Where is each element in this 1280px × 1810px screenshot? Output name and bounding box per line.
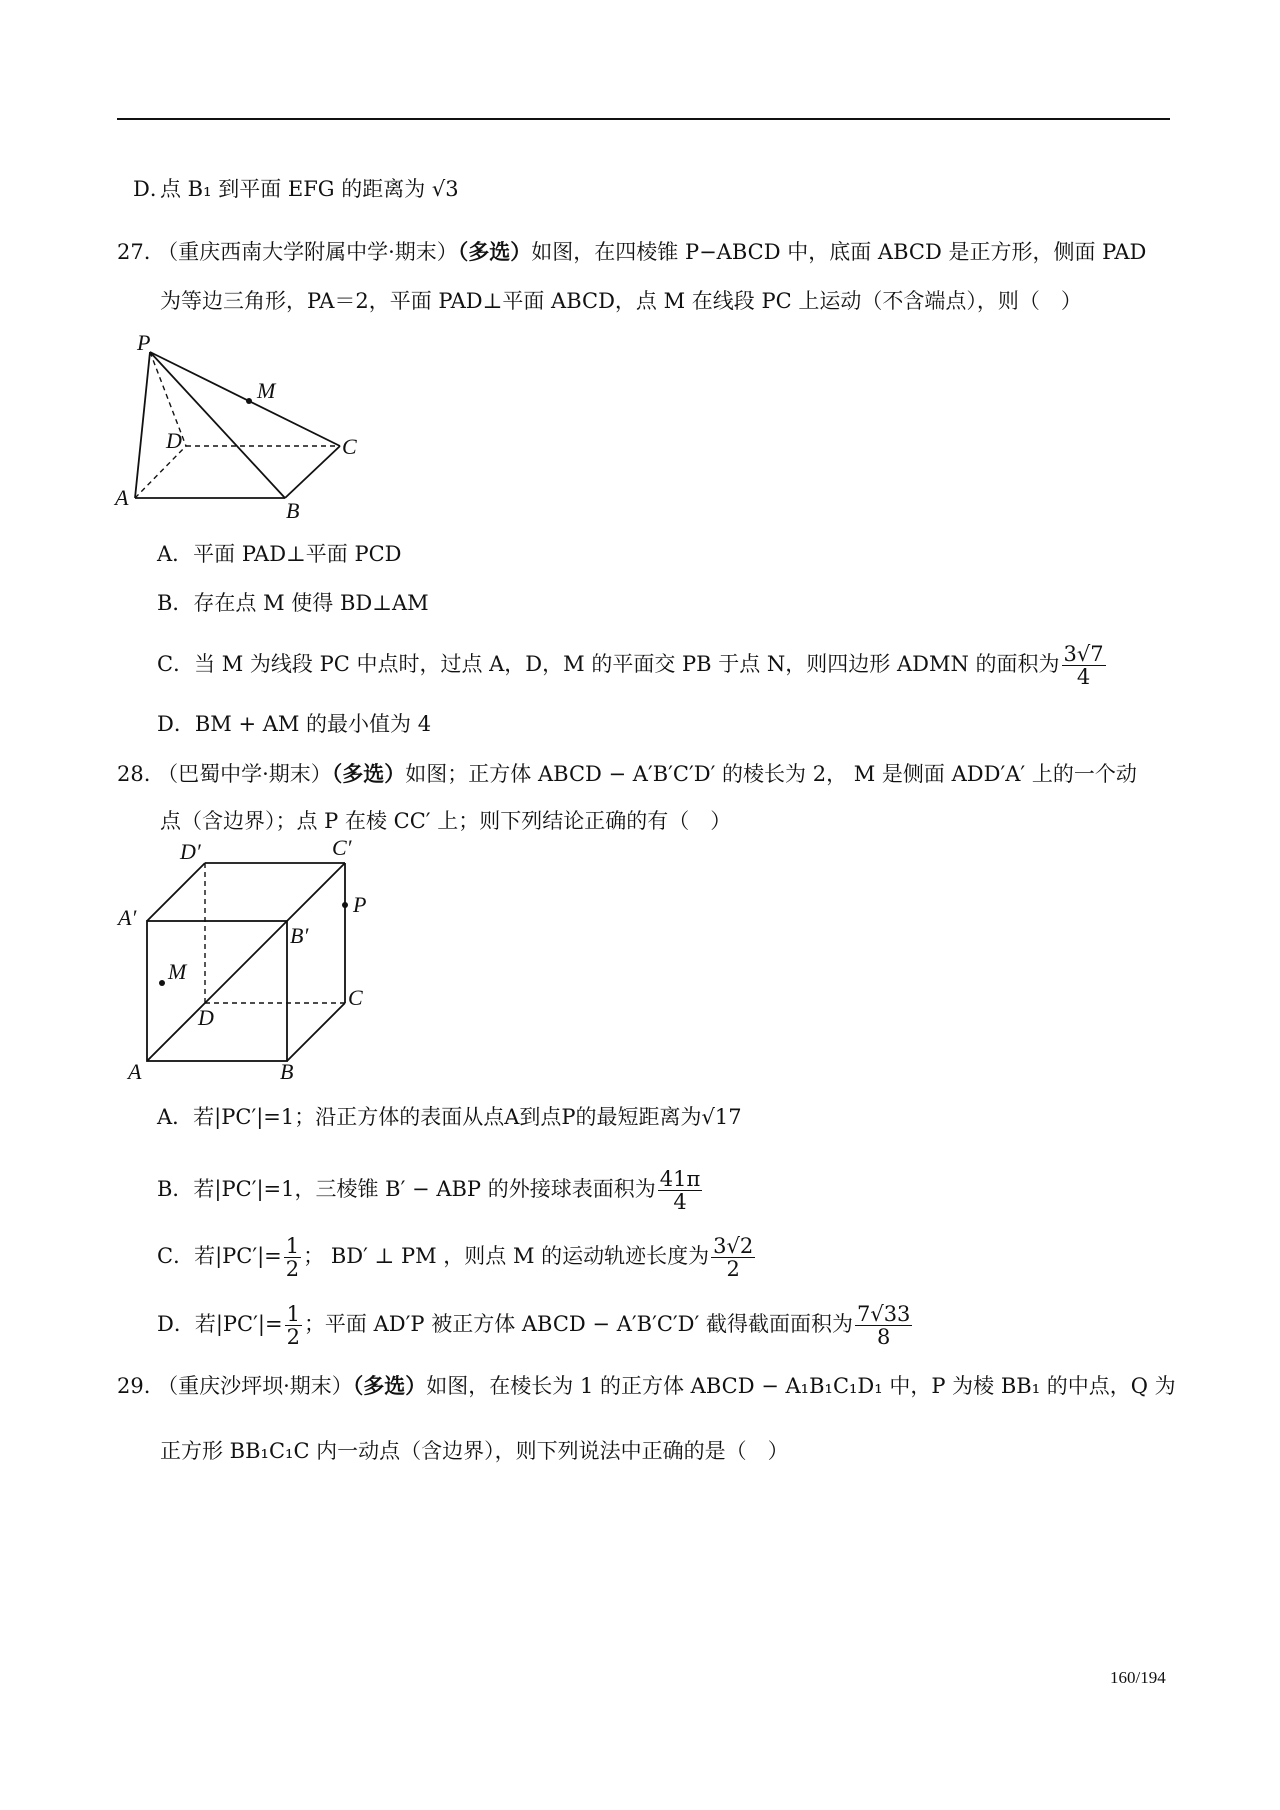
label-a1: A′: [118, 905, 137, 930]
q27-option-d: D．BM + AM 的最小值为 4: [157, 712, 432, 736]
label-m: M: [257, 378, 276, 403]
page-number: 160/194: [1110, 1668, 1166, 1687]
q28-option-c-mid: ； BD′ ⊥ PM ，则点 M 的运动轨迹长度为: [303, 1244, 710, 1268]
q28-option-d-mid: ；平面 AD′P 被正方体 ABCD − A′B′C′D′ 截得截面面积为: [303, 1312, 853, 1336]
q27-option-b: B．存在点 M 使得 BD⊥AM: [157, 591, 429, 615]
q28-number: 28.: [117, 762, 151, 786]
label-b: B: [286, 498, 300, 523]
q27-stem-1: 如图，在四棱锥 P−ABCD 中，底面 ABCD 是正方形，侧面 PAD: [531, 240, 1147, 264]
header-rule: [117, 118, 1170, 120]
q28-option-d: [157, 1303, 914, 1348]
denominator: 8: [877, 1325, 891, 1349]
label-d: D: [198, 1005, 214, 1030]
numerator: 3√2: [713, 1234, 754, 1258]
label-a: A: [128, 1059, 142, 1084]
q27-option-a: A．平面 PAD⊥平面 PCD: [157, 542, 402, 566]
denominator: 4: [673, 1190, 687, 1214]
label-p: P: [353, 892, 367, 917]
label-b1: B′: [290, 923, 309, 948]
q29-source: （重庆沙坪坝·期末）: [157, 1374, 353, 1398]
q28-option-d-pre: D．若|PC′|=: [157, 1312, 283, 1336]
q28-option-d-fraction: [855, 1303, 912, 1348]
q28-option-b-text: B．若|PC′|=1，三棱锥 B′ − ABP 的外接球表面积为: [157, 1177, 656, 1201]
denominator: 2: [286, 1325, 300, 1349]
edge-bc: [285, 446, 340, 498]
q27-source: （重庆西南大学附属中学·期末）: [157, 240, 458, 264]
q28-option-c-pre: C．若|PC′|=: [157, 1244, 282, 1268]
q26-option-d-label: D．: [133, 177, 171, 201]
label-c: C: [342, 434, 357, 459]
q28-option-a: A．若|PC′|=1；沿正方体的表面从点A到点P的最短距离为√17: [157, 1105, 742, 1129]
edge-ad: [135, 446, 186, 498]
q28-option-b-fraction: [658, 1168, 703, 1213]
q29-stem-line2: 正方形 BB₁C₁C 内一动点（含边界），则下列说法中正确的是（ ）: [160, 1439, 789, 1463]
q27-number: 27.: [117, 240, 151, 264]
edge-b1c1: [287, 863, 345, 921]
denominator: 4: [1076, 665, 1091, 689]
q29-number: 29.: [117, 1374, 151, 1398]
label-d1: D′: [180, 839, 201, 864]
label-c1: C′: [332, 835, 352, 860]
q27-tag: （多选）: [457, 239, 532, 264]
label-b: B: [280, 1059, 294, 1084]
q29-stem-line1: [117, 1371, 1176, 1401]
q28-stem-1: 如图；正方体 ABCD − A′B′C′D′ 的棱长为 2， M 是侧面 ADD′A′ 上的一个动: [405, 762, 1137, 786]
q28-stem-line2: 点（含边界）；点 P 在棱 CC′ 上；则下列结论正确的有（ ）: [160, 809, 732, 833]
label-a: A: [115, 485, 129, 510]
q28-option-b: [157, 1168, 704, 1213]
label-m: M: [168, 959, 187, 984]
edge-bc: [287, 1003, 345, 1061]
q28-cube-figure: [110, 835, 390, 1085]
q28-tag: （多选）: [331, 761, 406, 786]
q27-option-c-text: C．当 M 为线段 PC 中点时，过点 A，D，M 的平面交 PB 于点 N，则四边形 ADMN 的面积为: [157, 652, 1060, 676]
label-d: D: [166, 428, 182, 453]
edge-a1d1: [147, 863, 205, 921]
label-p: P: [137, 330, 151, 355]
q28-source: （巴蜀中学·期末）: [157, 762, 332, 786]
q28-option-d-half: [285, 1303, 302, 1348]
numerator: 1: [285, 1234, 300, 1258]
q29-stem-1: 如图，在棱长为 1 的正方体 ABCD − A₁B₁C₁D₁ 中，P 为棱 BB₁ 的中点，Q 为: [426, 1374, 1176, 1398]
denominator: 2: [726, 1257, 740, 1281]
q29-tag: （多选）: [352, 1373, 427, 1398]
q27-pyramid-figure: [110, 330, 380, 523]
q28-option-c-fraction: [711, 1235, 755, 1280]
q27-option-c-fraction: [1062, 643, 1106, 688]
numerator: 7√33: [856, 1302, 911, 1326]
point-p: [342, 902, 348, 908]
point-m: [246, 398, 252, 404]
q27-stem-line2: 为等边三角形，PA＝2，平面 PAD⊥平面 ABCD，点 M 在线段 PC 上运动（不含端点），则（ ）: [160, 289, 1082, 313]
q28-option-c-half: [284, 1235, 301, 1280]
point-m: [159, 980, 165, 986]
numerator: 3√7: [1063, 642, 1104, 666]
q27-option-c: [157, 643, 1108, 688]
edge-pb: [150, 352, 285, 498]
q26-option-d: 点 B₁ 到平面 EFG 的距离为 √3: [160, 177, 459, 201]
q27-stem-line1: [117, 237, 1146, 267]
numerator: 41π: [659, 1167, 701, 1191]
numerator: 1: [286, 1302, 300, 1326]
denominator: 2: [285, 1257, 300, 1281]
label-c: C: [348, 985, 363, 1010]
edge-pa: [135, 352, 150, 498]
q28-stem-line1: [117, 759, 1137, 789]
q28-option-c: [157, 1235, 757, 1280]
